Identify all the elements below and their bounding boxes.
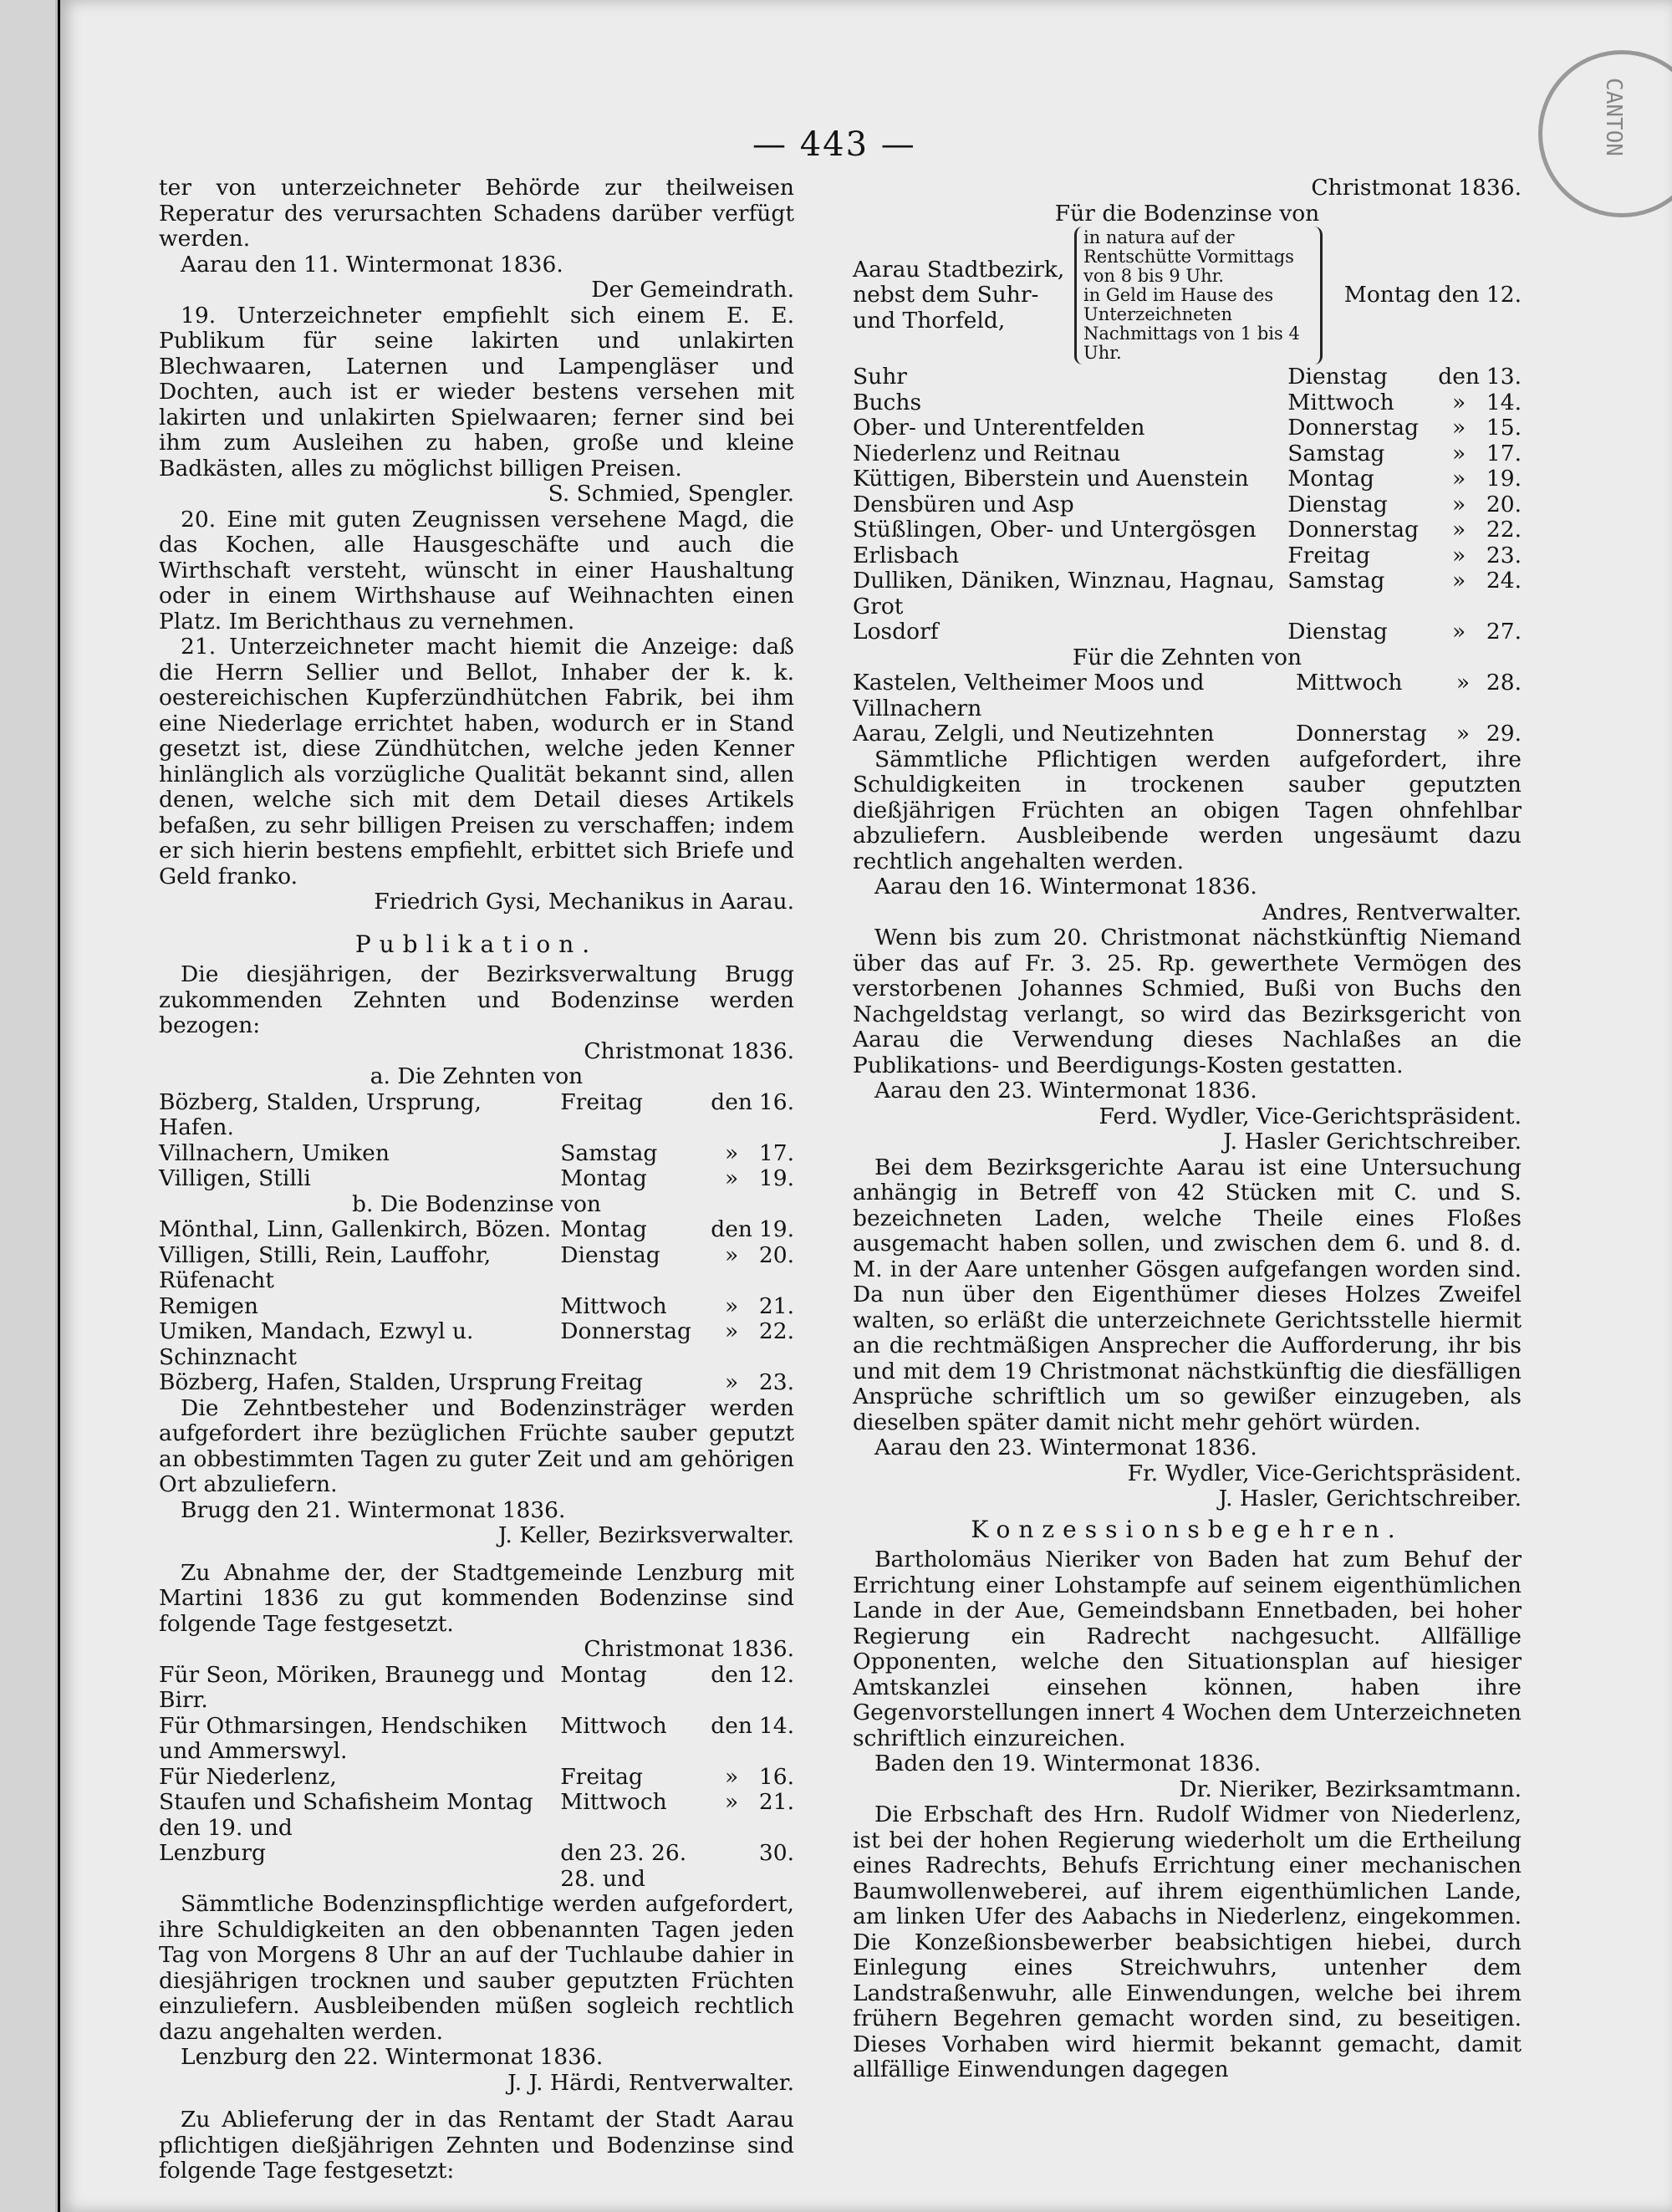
cell-n: 16.: [758, 1088, 794, 1115]
cell-place: Für Seon, Möriken, Braunegg und Birr.: [159, 1661, 545, 1713]
konzession-heading: Konzessionsbegehren.: [971, 1515, 1404, 1543]
cell-q: »: [1455, 721, 1471, 747]
right-column: [853, 176, 1522, 2083]
cell-day: Mittwoch: [560, 1789, 667, 1815]
cell-day: Freitag: [560, 1369, 643, 1395]
cell-day: Dienstag: [560, 1241, 660, 1268]
cell-q: den: [711, 1661, 752, 1688]
right-month: Christmonat 1836.: [1311, 175, 1522, 201]
cell-n: 19.: [758, 1216, 794, 1242]
cell-place: Kastelen, Veltheimer Moos und Villnachern: [853, 670, 1205, 721]
cell-day: Samstag: [560, 1139, 658, 1166]
cell-q: den: [711, 1216, 752, 1242]
table-row: [853, 492, 1522, 518]
cell-place: Suhr: [853, 364, 907, 390]
cell-place: Erlisbach: [853, 542, 960, 568]
cell-place: Mönthal, Linn, Gallenkirch, Bözen.: [159, 1216, 552, 1242]
cell-n: 20.: [758, 1241, 794, 1268]
schmid-signature-1: Ferd. Wydler, Vice-Gerichtspräsident.: [1099, 1103, 1522, 1129]
zehnten-heading: Für die Zehnten von: [1072, 644, 1302, 670]
cell-day: Donnerstag: [1287, 415, 1419, 441]
cell-q: »: [725, 1789, 739, 1815]
cell-day: Donnerstag: [1287, 517, 1419, 543]
cell-day: Mittwoch: [1287, 389, 1394, 415]
cell-q: »: [725, 1369, 739, 1395]
cell-q: den: [1438, 364, 1480, 390]
table-row: [853, 721, 1522, 747]
brace-middle: [1074, 227, 1323, 364]
cell-q: »: [1452, 466, 1466, 492]
cell-day: Mittwoch: [560, 1712, 667, 1739]
konzession-1: Bartholomäus Nieriker von Baden hat zum Behuf der Errichtung einer Lohstampfe auf seinem eigenthümlichen Lande in der Aue, Gemeindsbann Ennetbaden, bei hoher Regierung ein Radrecht nachgesucht. Allfällige Opponenten, welche den Situationsplan auf hiesiger Amtskanzlei einsehen können, haben ihre Gegenvorstellungen innert 4 Wochen dem Unterzeichneten schriftlich einzureichen.: [853, 1547, 1522, 1751]
lenzburg-signature: J. J. Härdi, Rentverwalter.: [507, 2069, 794, 2096]
table-row: [853, 466, 1522, 492]
table-row: [853, 670, 1522, 721]
notice-20: 20. Eine mit guten Zeugnissen versehene Magd, die das Kochen, alle Hausgeschäfte und auch die Wirthschaft versteht, wünscht in einer Haushaltung oder in einem Wirthshause auf Weihnachten einen Platz. Im Berichthaus zu vernehmen.: [159, 506, 794, 635]
cell-n: 22.: [1486, 517, 1522, 543]
cell-day: Montag: [560, 1216, 647, 1242]
konzession-2: Die Erbschaft des Hrn. Rudolf Widmer von Niederlenz, ist bei der hohen Regierung wiederholt um die Ertheilung eines Radrechts, Behufs Errichtung einer mechanischen Baumwollenweberei, auf ihrem eigenthümlichen Lande, am linken Ufer des Aabachs in Niederlenz, eingekommen. Die Konzeßionsbewerber beabsichtigen hiebei, durch Einlegung eines Streichwuhrs, untenher dem Landstraßenwuhr, alle Einwendungen, welche bei ihrem frühern Begehren gemacht worden sind, zu beseitigen. Dieses Vorhaben wird hiermit bekannt gemacht, damit allfällige Einwendungen dagegen: [853, 1802, 1522, 2082]
cell-n: 20.: [1486, 491, 1522, 517]
cell-day: Freitag: [560, 1763, 643, 1790]
cell-n: 15.: [1486, 415, 1522, 441]
cell-n: 19.: [758, 1165, 794, 1191]
cell-n: 28.: [1486, 670, 1522, 696]
holz-signature-1: Fr. Wydler, Vice-Gerichtspräsident.: [1127, 1460, 1522, 1486]
cell-place: Losdorf: [853, 619, 939, 645]
publication-intro: Die diesjährigen, der Bezirksverwaltung Brugg zukommenden Zehnten und Bodenzinse werden bezogen:: [159, 961, 794, 1038]
cell-n: 21.: [758, 1789, 794, 1815]
table-row: [853, 415, 1522, 441]
table-row: [159, 1841, 794, 1892]
lenzburg-date: Lenzburg den 22. Wintermonat 1836.: [181, 2044, 604, 2070]
library-stamp-icon: CANTON: [1538, 50, 1672, 217]
cell-day: Montag: [560, 1165, 647, 1191]
konzession-1-signature: Dr. Nieriker, Bezirksamtmann.: [1179, 1776, 1522, 1802]
cell-place: Densbüren und Asp: [853, 491, 1074, 517]
cell-day: Dienstag: [1287, 364, 1388, 390]
cell-day: Freitag: [560, 1088, 643, 1115]
table-row: [159, 1714, 794, 1765]
cell-q: den: [711, 1712, 752, 1739]
cell-q: »: [1452, 389, 1466, 415]
cell-place: Küttigen, Biberstein und Auenstein: [853, 466, 1249, 492]
cell-place: Ober- und Unterentfelden: [853, 415, 1145, 441]
cell-q: »: [725, 1763, 739, 1790]
cell-n: 13.: [1486, 364, 1522, 390]
notice-21: 21. Unterzeichneter macht hiemit die Anzeige: daß die Herrn Sellier und Bellot, Inhaber der k. k. oestereichischen Kupferzündhütchen Fabrik, bei ihm eine Niederlage errichtet haben, wodurch er in Stand gesetzt ist, diese Zündhütchen, welche jeden Kenner hinlänglich als vorzügliche Qualität bekannt sind, allen denen, welche sich mit dem Detail dieses Artikels befaßen, zu sehr billigen Preisen zu verschaffen; indem er sich hierin bestens empfiehlt, erbittet sich Briefe und Geld franko.: [159, 634, 794, 889]
cell-q: »: [1452, 568, 1466, 594]
cell-place: Stüßlingen, Ober- und Untergösgen: [853, 517, 1257, 543]
brace-left: Aarau Stadtbezirk, nebst dem Suhr- und Thorfeld,: [853, 256, 1065, 334]
aarau-bodenzinse-table: [853, 364, 1522, 645]
cell-place: Für Othmarsingen, Hendschiken und Ammerswyl.: [159, 1712, 528, 1764]
cell-q: »: [725, 1241, 739, 1268]
publication-heading: Publikation.: [354, 930, 599, 958]
cell-place: Remigen: [159, 1292, 258, 1319]
aarau-zehnten-table: [853, 670, 1522, 747]
cell-q: »: [1452, 440, 1466, 466]
cell-n: 24.: [1486, 568, 1522, 594]
cell-q: »: [725, 1165, 739, 1191]
table-row: [853, 390, 1522, 416]
konzession-1-date: Baden den 19. Wintermonat 1836.: [874, 1751, 1262, 1776]
table-row: [853, 543, 1522, 569]
cell-day: den 23. 26. 28. und: [560, 1840, 687, 1892]
cell-day: Donnerstag: [560, 1318, 691, 1344]
notice-date: Aarau den 11. Wintermonat 1836.: [181, 251, 563, 278]
notice-signature: Der Gemeindrath.: [591, 277, 794, 303]
table-row: [159, 1663, 794, 1714]
holz-date: Aarau den 23. Wintermonat 1836.: [874, 1435, 1257, 1460]
cell-n: 19.: [1486, 466, 1522, 492]
cell-day: Montag: [1287, 466, 1374, 492]
zehnten-subheading: a. Die Zehnten von: [370, 1063, 584, 1089]
cell-place: Villigen, Stilli: [159, 1165, 311, 1191]
cell-place: Niederlenz und Reitnau: [853, 440, 1121, 466]
cell-n: 29.: [1486, 721, 1522, 747]
cell-day: Dienstag: [1287, 491, 1388, 517]
publication-month: Christmonat 1836.: [584, 1037, 794, 1064]
publication-signature: J. Keller, Bezirksverwalter.: [497, 1522, 794, 1548]
brugg-bodenzinse-table: [159, 1217, 794, 1396]
table-row: [159, 1166, 794, 1192]
table-row: [159, 1319, 794, 1370]
holz-notice: Bei dem Bezirksgerichte Aarau ist eine Untersuchung anhängig in Betreff von 42 Stücken mit C. und S. bezeichneten Laden, welche Theile eines Floßes ausgemacht haben sollen, und zwischen dem 6. und 8. d. M. in der Aare untenher Gösgen aufgefangen worden sind. Da nun über den Eigenthümer dieses Holzes Zweifel walten, so erläßt die unterzeichnete Gerichtsstelle hiermit an die rechtmäßigen Ansprecher die Aufforderung, ihr bis und mit dem 19 Christmonat nächstkünftig die diesfälligen Ansprüche schriftlich um so gewißer einzugeben, als dieselben später damit nicht mehr gehört würden.: [853, 1154, 1522, 1435]
lenzburg-intro: Zu Abnahme der, der Stadtgemeinde Lenzburg mit Martini 1836 zu gut kommenden Bodenzinse sind folgende Tage festgesetzt.: [159, 1559, 794, 1637]
cell-q: »: [1452, 415, 1466, 441]
cell-day: Samstag: [1287, 440, 1385, 466]
table-row: [853, 568, 1522, 619]
schmid-date: Aarau den 23. Wintermonat 1836.: [874, 1078, 1257, 1103]
cell-day: Samstag: [1287, 568, 1385, 594]
table-row: [159, 1294, 794, 1320]
cell-day: Donnerstag: [1296, 721, 1427, 747]
notice-21-signature: Friedrich Gysi, Mechanikus in Aarau.: [374, 889, 794, 915]
cell-q: »: [725, 1139, 739, 1166]
cell-n: 16.: [758, 1763, 794, 1790]
cell-q: »: [1455, 670, 1471, 696]
cell-place: Dulliken, Däniken, Winznau, Hagnau, Grot: [853, 568, 1275, 619]
aarau-intro: Zu Ablieferung der in das Rentamt der Stadt Aarau pflichtigen dießjährigen Zehnten und Bodenzinse sind folgende Tage festgesetzt:: [159, 2107, 794, 2184]
table-row: [159, 1141, 794, 1167]
publication-note: Die Zehntbesteher und Bodenzinsträger werden aufgefordert ihre bezüglichen Früchte sauber geputzt an obbestimmten Tagen zu guter Zeit und am gehörigen Ort abzuliefern.: [159, 1394, 794, 1497]
cell-q: »: [1452, 517, 1466, 543]
table-row: [159, 1790, 794, 1841]
aarau-date: Aarau den 16. Wintermonat 1836.: [874, 874, 1257, 900]
cell-q: »: [1452, 542, 1466, 568]
table-row: [159, 1370, 794, 1396]
lenzburg-month: Christmonat 1836.: [584, 1636, 794, 1662]
cell-place: Villigen, Stilli, Rein, Lauffohr, Rüfenacht: [159, 1241, 492, 1293]
table-row: [159, 1243, 794, 1294]
cell-q: den: [711, 1088, 752, 1115]
cell-q: »: [1452, 619, 1466, 645]
table-row: [853, 517, 1522, 543]
brace-geld: in Geld im Hause des Unterzeichneten Nachmittags von 1 bis 4 Uhr.: [1083, 285, 1300, 363]
table-row: [159, 1217, 794, 1243]
cell-n: 14.: [758, 1712, 794, 1739]
cell-n: 23.: [758, 1369, 794, 1395]
brugg-zehnten-table: [159, 1090, 794, 1192]
bodenzinse-subheading: b. Die Bodenzinse von: [352, 1190, 601, 1217]
table-row: [853, 441, 1522, 467]
bodenzinse-heading: Für die Bodenzinse von: [1054, 200, 1320, 227]
cell-n: 12.: [758, 1661, 794, 1688]
cell-place: Buchs: [853, 389, 922, 415]
table-row: [853, 364, 1522, 390]
cell-n: 21.: [758, 1292, 794, 1319]
brace-right: Montag den 12.: [1343, 282, 1522, 308]
cell-place: Bözberg, Hafen, Stalden, Ursprung: [159, 1369, 557, 1395]
left-column: [159, 176, 794, 2184]
cell-q: »: [1452, 491, 1466, 517]
notice-19-signature: S. Schmied, Spengler.: [548, 481, 794, 507]
lenzburg-table: [159, 1663, 794, 1893]
aarau-note: Sämmtliche Pflichtigen werden aufgefordert, ihre Schuldigkeiten in trockenen sauber geputzten dießjährigen Früchten an obigen Tagen ohnfehlbar abzuliefern. Ausbleibende werden ungesäumt dazu rechtlich angehalten werden.: [853, 746, 1522, 874]
schmid-signature-2: J. Hasler Gerichtschreiber.: [1223, 1129, 1522, 1154]
cell-n: 22.: [758, 1318, 794, 1344]
lenzburg-note: Sämmtliche Bodenzinspflichtige werden aufgefordert, ihre Schuldigkeiten an den obbenannten Tagen jeden Tag von Morgens 8 Uhr an auf der Tuchlaube dahier in diesjährigen trocknen und sauber geputzten Früchten einzuliefern. Ausbleibenden müßen sogleich rechtlich dazu angehalten werden.: [159, 1891, 794, 2045]
cell-day: Mittwoch: [1296, 670, 1403, 696]
cell-place: Aarau, Zelgli, und Neutizehnten: [853, 721, 1215, 747]
cell-n: 17.: [758, 1139, 794, 1166]
publication-date: Brugg den 21. Wintermonat 1836.: [181, 1496, 566, 1523]
aarau-brace-entry: [853, 227, 1522, 364]
cell-q: [711, 1841, 752, 1892]
cell-n: 14.: [1486, 389, 1522, 415]
page-number: — 443 —: [752, 125, 916, 164]
cell-place: Lenzburg: [159, 1840, 266, 1866]
notice-text: ter von unterzeichneter Behörde zur theilweisen Reperatur des verursachten Schadens darüber verfügt werden.: [159, 175, 794, 252]
cell-day: Freitag: [1287, 542, 1370, 568]
cell-place: Staufen und Schafisheim Montag den 19. und: [159, 1789, 533, 1841]
cell-n: 27.: [1486, 619, 1522, 645]
table-row: [853, 619, 1522, 645]
cell-place: Villnachern, Umiken: [159, 1139, 390, 1166]
schmid-notice: Wenn bis zum 20. Christmonat nächstkünftig Niemand über das auf Fr. 3. 25. Rp. gewerthete Vermögen des verstorbenen Johannes Schmied, Bußi von Buchs den Nachgeldstag verlangt, so wird das Bezirksgericht von Aarau die Verwendung dieses Nachlaßes an die Publikations- und Beerdigungs-Kosten gestatten.: [853, 925, 1522, 1078]
cell-n: 17.: [1486, 440, 1522, 466]
cell-n: 23.: [1486, 542, 1522, 568]
cell-q: »: [725, 1292, 739, 1319]
cell-q: »: [725, 1318, 739, 1344]
cell-day: Montag: [560, 1661, 647, 1688]
previous-page-edge: [0, 0, 58, 2212]
aarau-signature: Andres, Rentverwalter.: [1262, 899, 1522, 925]
notice-19: 19. Unterzeichneter empfiehlt sich einem E. E. Publikum für seine lakirten und unlakirten Blechwaaren, Laternen und Lampengläser und Dochten, auch ist er wieder bestens versehen mit lakirten und unlakirten Spielwaaren; ferner sind bei ihm zum Ausleihen zu haben, große und kleine Badkästen, alles zu möglichst billigen Preisen.: [159, 302, 794, 482]
cell-place: Bözberg, Stalden, Ursprung, Hafen.: [159, 1088, 482, 1140]
cell-place: Für Niederlenz,: [159, 1763, 337, 1790]
cell-day: Dienstag: [1287, 619, 1388, 645]
holz-signature-2: J. Hasler, Gerichtschreiber.: [1218, 1486, 1522, 1511]
cell-n: 30.: [758, 1840, 794, 1866]
cell-place: Umiken, Mandach, Ezwyl u. Schinznacht: [159, 1318, 474, 1370]
table-row: [159, 1765, 794, 1791]
table-row: [159, 1090, 794, 1141]
cell-day: Mittwoch: [560, 1292, 667, 1319]
brace-natura: in natura auf der Rentschütte Vormittags von 8 bis 9 Uhr.: [1083, 227, 1294, 286]
